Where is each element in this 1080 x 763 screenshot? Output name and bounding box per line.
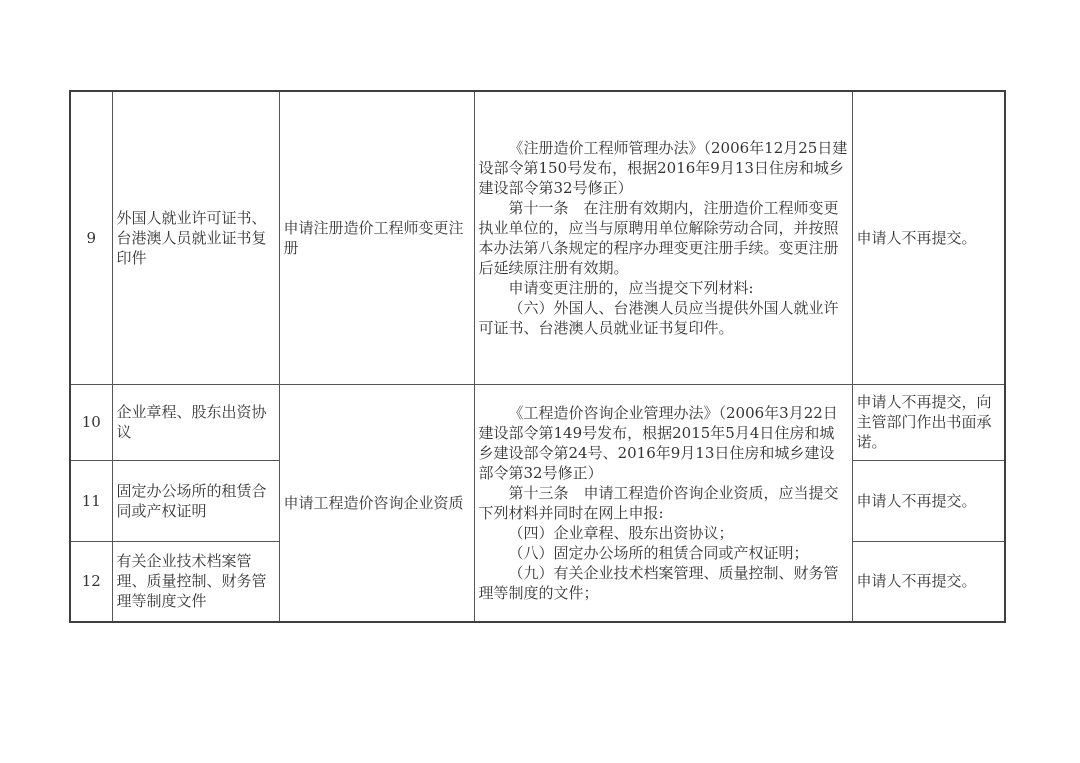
legal-paragraph: 第十三条 申请工程造价咨询企业资质，应当提交下列材料并同时在网上申报: [478, 483, 839, 522]
serial-cell: 10 [70, 384, 112, 460]
material-cell: 固定办公场所的租赁合同或产权证明 [112, 460, 279, 541]
material-cell: 企业章程、股东出资协议 [112, 384, 279, 460]
application-cell: 申请注册造价工程师变更注册 [279, 91, 474, 384]
legal-basis-cell [474, 384, 852, 622]
document-table [69, 90, 1006, 623]
legal-basis-cell [474, 91, 852, 384]
legal-text [479, 403, 848, 603]
serial-cell: 9 [70, 91, 112, 384]
serial-cell: 11 [70, 460, 112, 541]
legal-paragraph: （四）企业章程、股东出资协议； [508, 523, 734, 542]
serial-cell: 12 [70, 541, 112, 622]
note-cell: 申请人不再提交。 [852, 460, 1005, 541]
material-cell: 外国人就业许可证书、台港澳人员就业证书复印件 [112, 91, 279, 384]
legal-paragraph: 申请变更注册的，应当提交下列材料: [508, 278, 754, 297]
table-row [70, 91, 1005, 384]
legal-text [479, 138, 848, 338]
note-cell: 申请人不再提交。 [852, 91, 1005, 384]
application-cell: 申请工程造价咨询企业资质 [279, 384, 474, 622]
legal-paragraph: 第十一条 在注册有效期内，注册造价工程师变更执业单位的，应当与原聘用单位解除劳动合同，并按照本办法第八条规定的程序办理变更注册手续。变更注册后延续原注册有效期。 [478, 198, 839, 277]
legal-paragraph: （六）外国人、台港澳人员应当提供外国人就业许可证书、台港澳人员就业证书复印件。 [478, 298, 839, 337]
legal-paragraph: 《工程造价咨询企业管理办法》（2006年3月22日建设部令第149号发布，根据2015年5月4日住房和城乡建设部令第24号、2016年9月13日住房和城乡建设部令第32号修正） [478, 403, 838, 482]
legal-paragraph: 《注册造价工程师管理办法》（2006年12月25日建设部令第150号发布，根据2016年9月13日住房和城乡建设部令第32号修正） [478, 138, 848, 197]
table-row [70, 384, 1005, 460]
note-cell: 申请人不再提交。 [852, 541, 1005, 622]
material-cell: 有关企业技术档案管理、质量控制、财务管理等制度文件 [112, 541, 279, 622]
legal-paragraph: （八）固定办公场所的租赁合同或产权证明； [508, 543, 809, 562]
legal-paragraph: （九）有关企业技术档案管理、质量控制、财务管理等制度的文件； [478, 563, 839, 602]
note-cell: 申请人不再提交，向主管部门作出书面承诺。 [852, 384, 1005, 460]
